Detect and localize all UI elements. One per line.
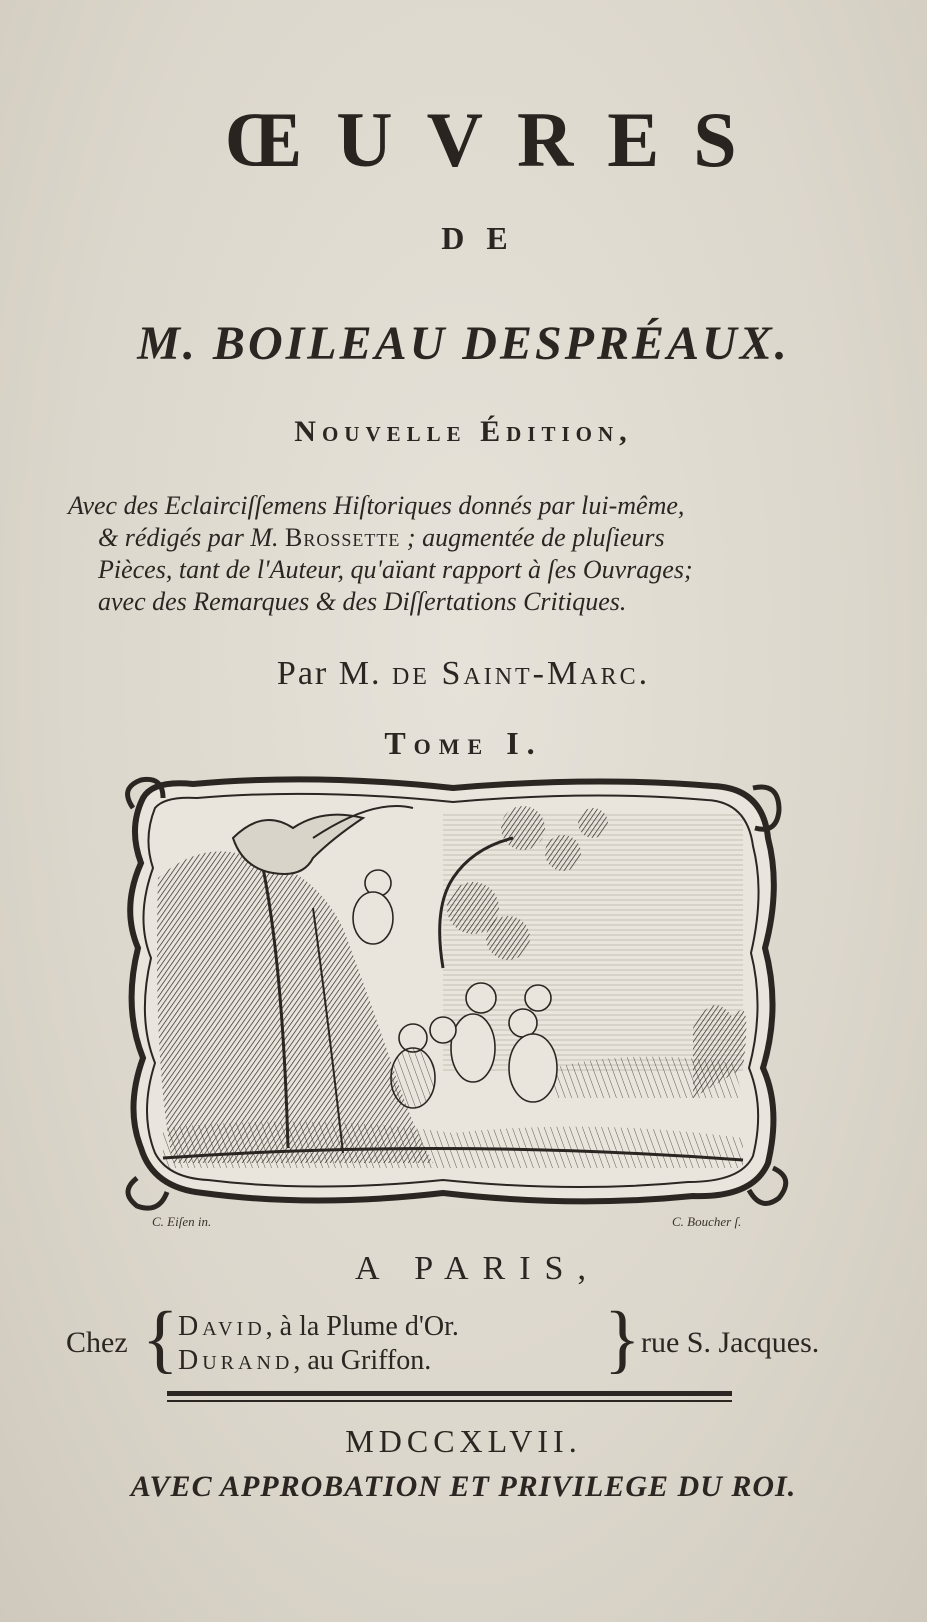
description-line: Avec des Eclairciſſemens Hiſtoriques donnés par lui-même, bbox=[68, 491, 685, 520]
designer-credit: C. Eiſen in. bbox=[152, 1214, 212, 1229]
street-address: rue S. Jacques. bbox=[641, 1326, 820, 1359]
byline bbox=[0, 655, 927, 693]
publication-year: MDCCXLVII. bbox=[345, 1423, 582, 1459]
description-line: avec des Remarques & des Diſſertations Critiques. bbox=[98, 587, 627, 616]
publisher-name: David bbox=[178, 1311, 266, 1342]
volume-label: Tome I. bbox=[384, 725, 543, 761]
right-brace: } bbox=[604, 1297, 641, 1381]
engraved-vignette bbox=[113, 768, 793, 1213]
publisher-sign: , au Griffon. bbox=[293, 1345, 432, 1376]
publisher-name: Durand bbox=[178, 1345, 294, 1376]
title-preposition: DE bbox=[441, 220, 530, 256]
description-line: Pièces, tant de l'Auteur, qu'aïant rapport à ſes Ouvrages; bbox=[98, 555, 693, 584]
description-text: & rédigés par M. bbox=[98, 523, 286, 552]
double-rule-thick bbox=[167, 1391, 732, 1396]
engraver-credit: C. Boucher ſ. bbox=[672, 1214, 742, 1229]
description-line bbox=[68, 522, 848, 554]
place-of-publication: A PARIS, bbox=[355, 1250, 600, 1287]
editor-name: Brossette bbox=[285, 523, 401, 552]
author-name: M. BOILEAU DESPRÉAUX. bbox=[137, 317, 790, 370]
royal-privilege: AVEC APPROBATION ET PRIVILEGE DU ROI. bbox=[130, 1470, 797, 1503]
publisher-line bbox=[178, 1344, 459, 1378]
byline-prefix: Par M. bbox=[276, 655, 392, 692]
left-brace: { bbox=[142, 1297, 179, 1381]
publisher-sign: , à la Plume d'Or. bbox=[265, 1311, 459, 1342]
publisher-line bbox=[178, 1310, 459, 1344]
imprint bbox=[66, 1297, 866, 1381]
imprint-chez: Chez bbox=[66, 1326, 128, 1359]
description-text: ; augmentée de pluſieurs bbox=[400, 523, 665, 552]
edition-description bbox=[68, 490, 848, 618]
commentator-name: de Saint-Marc. bbox=[391, 655, 651, 692]
publisher-list bbox=[178, 1310, 459, 1378]
edition-label: Nouvelle Édition, bbox=[294, 415, 633, 448]
book-title: ŒUVRES bbox=[224, 96, 771, 183]
double-rule-thin bbox=[167, 1400, 732, 1402]
